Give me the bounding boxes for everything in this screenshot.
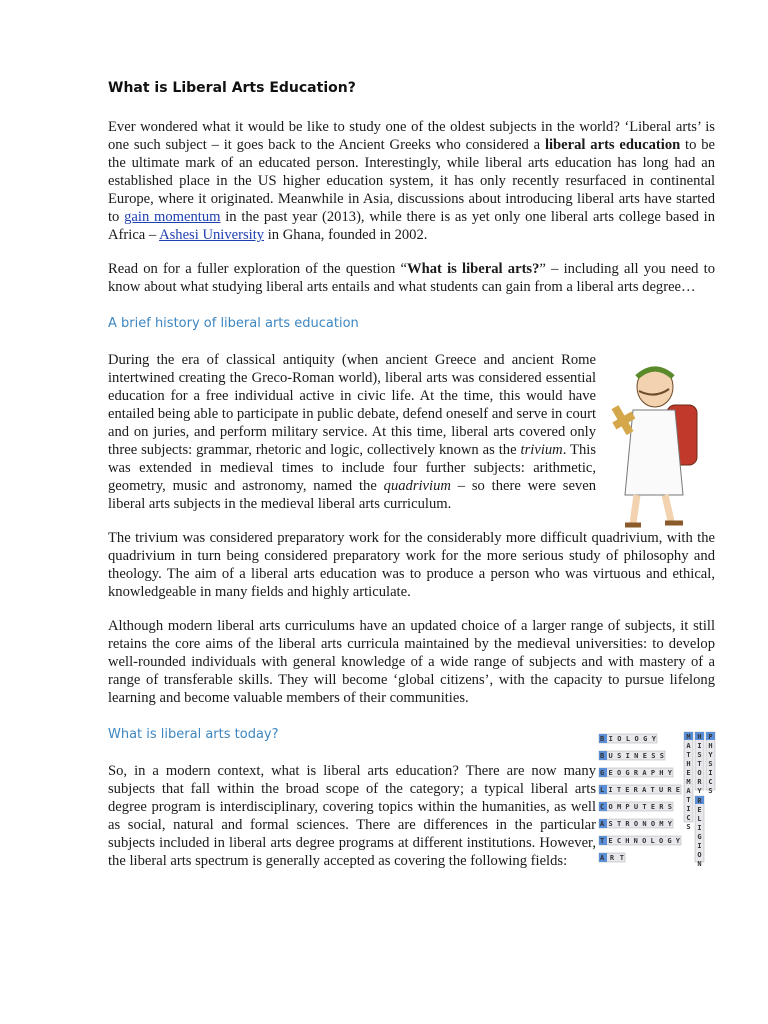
read-on-paragraph: Read on for a fuller exploration of the question “What is liberal arts?” – including all you need to know about what studying liberal arts entails and what students can gain from a liberal arts degree…	[108, 261, 715, 295]
crossword-word-mathematics: MATHEMATICS	[684, 733, 693, 832]
roman-student-illustration	[595, 355, 715, 531]
crossword-word-computers: COMPUTERS	[600, 803, 672, 811]
crossword-word-business: BUSINESS	[600, 752, 664, 760]
section-heading-today: What is liberal arts today?	[108, 727, 279, 742]
crossword-word-history: HISTORY	[695, 733, 704, 796]
intro-paragraph: Ever wondered what it would be like to study one of the oldest subjects in the world? ‘Liberal arts’ is one such subject – it goes back to the Ancient Greeks who considered a liberal arts education to be the ultimate mark of an educated person. Interestingly, while liberal arts education has long had an established place in the US higher education system, it has only recently resurfaced in continental Europe, where it originated. Meanwhile in Asia, discussions about introducing liberal arts have started to gain momentum in the past year (2013), while there is as yet only one liberal arts college based in Africa – Ashesi University in Ghana, founded in 2002.	[108, 119, 715, 243]
document-page	[108, 80, 715, 886]
crossword-word-art: ART	[600, 854, 624, 862]
crossword-word-religion: RELIGION	[695, 797, 704, 869]
history-paragraph: During the era of classical antiquity (when ancient Greece and ancient Rome intertwined creating the Greco-Roman world), liberal arts was considered essential education for a free individual active in civic life. At the time, this would have entailed being able to participate in public debate, defend oneself and serve in court and on juries, and perform military service. At this time, liberal arts covered only three subjects: grammar, rhetoric and logic, collectively known as the trivium. This was extended in medieval times to include four further subjects: arithmetic, geometry, music and astronomy, named the quadrivium – so there were seven liberal arts subjects in the medieval liberal arts curriculum.	[108, 352, 596, 512]
crossword-word-technology: TECHNOLOGY	[600, 837, 680, 845]
crossword-word-literature: LITERATURE	[600, 786, 680, 794]
modern-curriculum-paragraph: Although modern liberal arts curriculums have an updated choice of a larger range of subjects, it still retains the core aims of the liberal arts curricula maintained by the medieval universities: to develop well-rounded individuals with general knowledge of a wide range of subjects and with mastery of a range of transferable skills. They will become ‘global citizens’, with the capacity to pursue lifelong learning and become valuable members of their communities.	[108, 618, 715, 706]
crossword-word-geography: GEOGRAPHY	[600, 769, 672, 777]
page-title: What is Liberal Arts Education?	[108, 80, 356, 96]
crossword-word-physics: PHYSICS	[706, 733, 715, 796]
today-paragraph: So, in a modern context, what is liberal arts education? There are now many subjects that fall within the broad scope of the category; a typical liberal arts degree program is interdisciplinary, covering topics within the humanities, as well as social, natural and formal sciences. There are differences in the particular subjects included in liberal arts degree programs at different institutions. However, the liberal arts spectrum is generally accepted as covering the following fields:	[108, 763, 596, 869]
trivium-paragraph: The trivium was considered preparatory work for the considerably more difficult quadrivium, with the quadrivium in turn being considered preparatory work for the more serious study of philosophy and theology. The aim of a liberal arts education was to produce a person who was virtuous and ethical, knowledgeable in many fields and highly articulate.	[108, 530, 715, 600]
subjects-crossword-image	[598, 730, 718, 880]
gain-momentum-link[interactable]: gain momentum	[124, 209, 221, 225]
ashesi-university-link[interactable]: Ashesi University	[159, 227, 265, 243]
crossword-word-biology: BIOLOGY	[600, 735, 656, 743]
section-heading-history: A brief history of liberal arts education	[108, 316, 359, 331]
crossword-word-astronomy: ASTRONOMY	[600, 820, 672, 828]
